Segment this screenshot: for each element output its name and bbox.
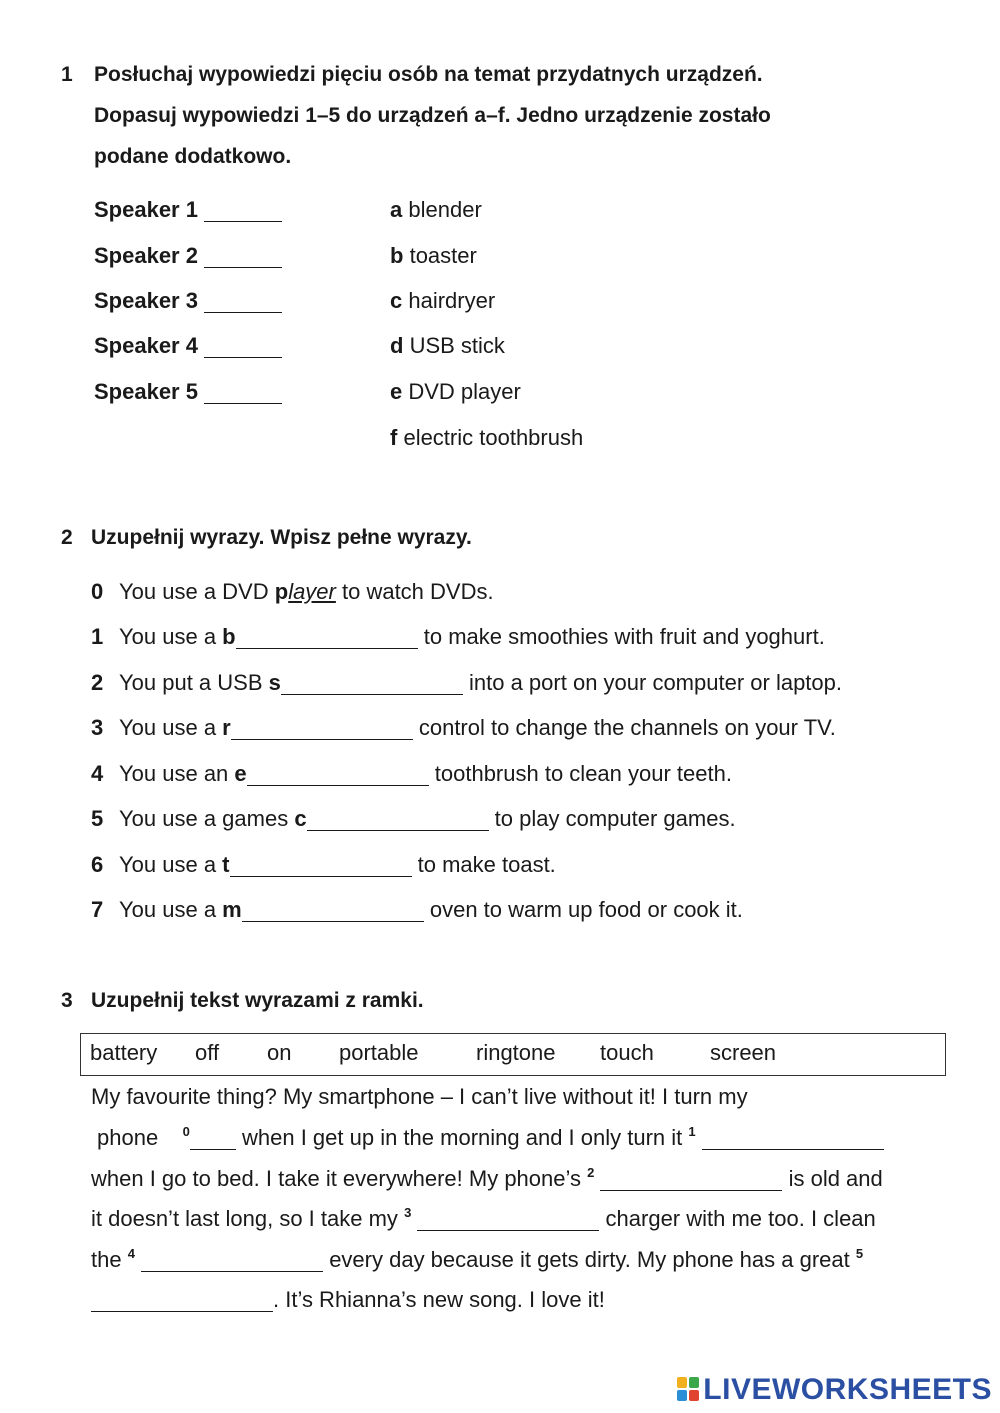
ex2-item-6: 6 You use a t to make toast. bbox=[91, 852, 556, 877]
word-box-item: ringtone bbox=[476, 1040, 556, 1065]
ex2-item-7: 7 You use a m oven to warm up food or cook it. bbox=[91, 897, 743, 922]
option-c: c hairdryer bbox=[390, 288, 496, 313]
ex1-instruction-line-2: Dopasuj wypowiedzi 1–5 do urządzeń a–f. Jedno urządzenie zostało bbox=[94, 104, 771, 127]
speaker-label: Speaker 5 bbox=[94, 379, 198, 404]
ex2-item-2: 2 You put a USB s into a port on your computer or laptop. bbox=[91, 670, 842, 695]
gap-number: 0 bbox=[182, 1124, 190, 1139]
option-e: e DVD player bbox=[390, 379, 521, 404]
ex3-text-line-6: . It’s Rhianna’s new song. I love it! bbox=[91, 1287, 605, 1313]
speaker-row-3 bbox=[94, 288, 282, 314]
speaker-4-answer-input[interactable] bbox=[204, 339, 282, 358]
speaker-label: Speaker 3 bbox=[94, 288, 198, 313]
ex1-instruction-line-1: Posłuchaj wypowiedzi pięciu osób na temat przydatnych urządzeń. bbox=[94, 63, 763, 86]
gap-number: 2 bbox=[587, 1165, 595, 1180]
word-box-item: screen bbox=[710, 1040, 777, 1065]
word-box-item: battery bbox=[90, 1040, 158, 1065]
option-b: b toaster bbox=[390, 243, 477, 268]
option-d: d USB stick bbox=[390, 333, 505, 358]
ex3-text-line-4: it doesn’t last long, so I take my $^3$ charger with me too. I clean bbox=[91, 1205, 876, 1231]
ex2-item-4-input[interactable] bbox=[247, 767, 429, 786]
ex3-gap-1-input[interactable] bbox=[702, 1131, 884, 1150]
speaker-label: Speaker 2 bbox=[94, 243, 198, 268]
ex3-text-line-1: My favourite thing? My smartphone – I can’t live without it! I turn my bbox=[91, 1084, 748, 1109]
word-box bbox=[80, 1033, 946, 1076]
ex1-instruction-line-3: podane dodatkowo. bbox=[94, 145, 292, 168]
ex2-item-5-input[interactable] bbox=[307, 812, 489, 831]
option-f: f electric toothbrush bbox=[390, 425, 584, 450]
speaker-1-answer-input[interactable] bbox=[204, 203, 282, 222]
ex2-item-1: 1 You use a b to make smoothies with fruit and yoghurt. bbox=[91, 624, 825, 649]
speaker-row-4 bbox=[94, 333, 282, 359]
word-box-item: touch bbox=[600, 1040, 654, 1065]
ex3-gap-2-input[interactable] bbox=[600, 1172, 782, 1191]
speaker-label: Speaker 4 bbox=[94, 333, 198, 358]
ex2-item-5: 5 You use a games c to play computer games. bbox=[91, 806, 736, 831]
ex3-number: 3 bbox=[61, 989, 73, 1012]
ex2-item-3: 3 You use a r control to change the channels on your TV. bbox=[91, 715, 836, 740]
ex2-item-7-input[interactable] bbox=[242, 903, 424, 922]
ex2-item-2-input[interactable] bbox=[281, 676, 463, 695]
option-a: a blender bbox=[390, 197, 482, 222]
ex2-item-4: 4 You use an e toothbrush to clean your teeth. bbox=[91, 761, 732, 786]
word-box-item: on bbox=[267, 1040, 292, 1065]
ex2-item-6-input[interactable] bbox=[230, 858, 412, 877]
ex3-text-line-3: when I go to bed. I take it everywhere! My phone’s $^2$ is old and bbox=[91, 1165, 883, 1191]
speaker-3-answer-input[interactable] bbox=[204, 294, 282, 313]
ex2-item-3-input[interactable] bbox=[231, 721, 413, 740]
gap-number: 3 bbox=[404, 1205, 412, 1220]
liveworksheets-logo-icon bbox=[677, 1377, 701, 1403]
speaker-label: Speaker 1 bbox=[94, 197, 198, 222]
example-answer: layer bbox=[288, 579, 336, 604]
speaker-row-2 bbox=[94, 243, 282, 269]
word-box-item: off bbox=[195, 1040, 220, 1065]
ex3-gap-0-input[interactable] bbox=[190, 1131, 236, 1150]
gap-number: 4 bbox=[127, 1246, 135, 1261]
ex3-gap-5-input[interactable] bbox=[91, 1293, 273, 1312]
speaker-5-answer-input[interactable] bbox=[204, 385, 282, 404]
speaker-row-1 bbox=[94, 197, 282, 223]
ex3-text-line-5: the $^4$ every day because it gets dirty. My phone has a great $^5$ bbox=[91, 1246, 864, 1272]
word-box-item: portable bbox=[339, 1040, 419, 1065]
gap-number: 1 bbox=[688, 1124, 696, 1139]
logo-text: LIVEWORKSHEETS bbox=[703, 1373, 992, 1406]
liveworksheets-logo bbox=[677, 1373, 992, 1407]
speaker-2-answer-input[interactable] bbox=[204, 249, 282, 268]
gap-number: 5 bbox=[855, 1246, 864, 1261]
ex1-number: 1 bbox=[61, 63, 73, 86]
speaker-row-5 bbox=[94, 379, 282, 405]
ex2-number: 2 bbox=[61, 526, 73, 549]
ex3-gap-4-input[interactable] bbox=[141, 1253, 323, 1272]
ex3-instruction: Uzupełnij tekst wyrazami z ramki. bbox=[91, 989, 424, 1012]
ex3-text-line-2: phone $^0$ when I get up in the morning and I only turn it $^1$ bbox=[97, 1125, 884, 1151]
ex2-item-1-input[interactable] bbox=[236, 630, 418, 649]
ex2-instruction: Uzupełnij wyrazy. Wpisz pełne wyrazy. bbox=[91, 526, 472, 549]
ex3-gap-3-input[interactable] bbox=[417, 1212, 599, 1231]
ex2-example: 0 You use a DVD player to watch DVDs. bbox=[91, 579, 494, 604]
